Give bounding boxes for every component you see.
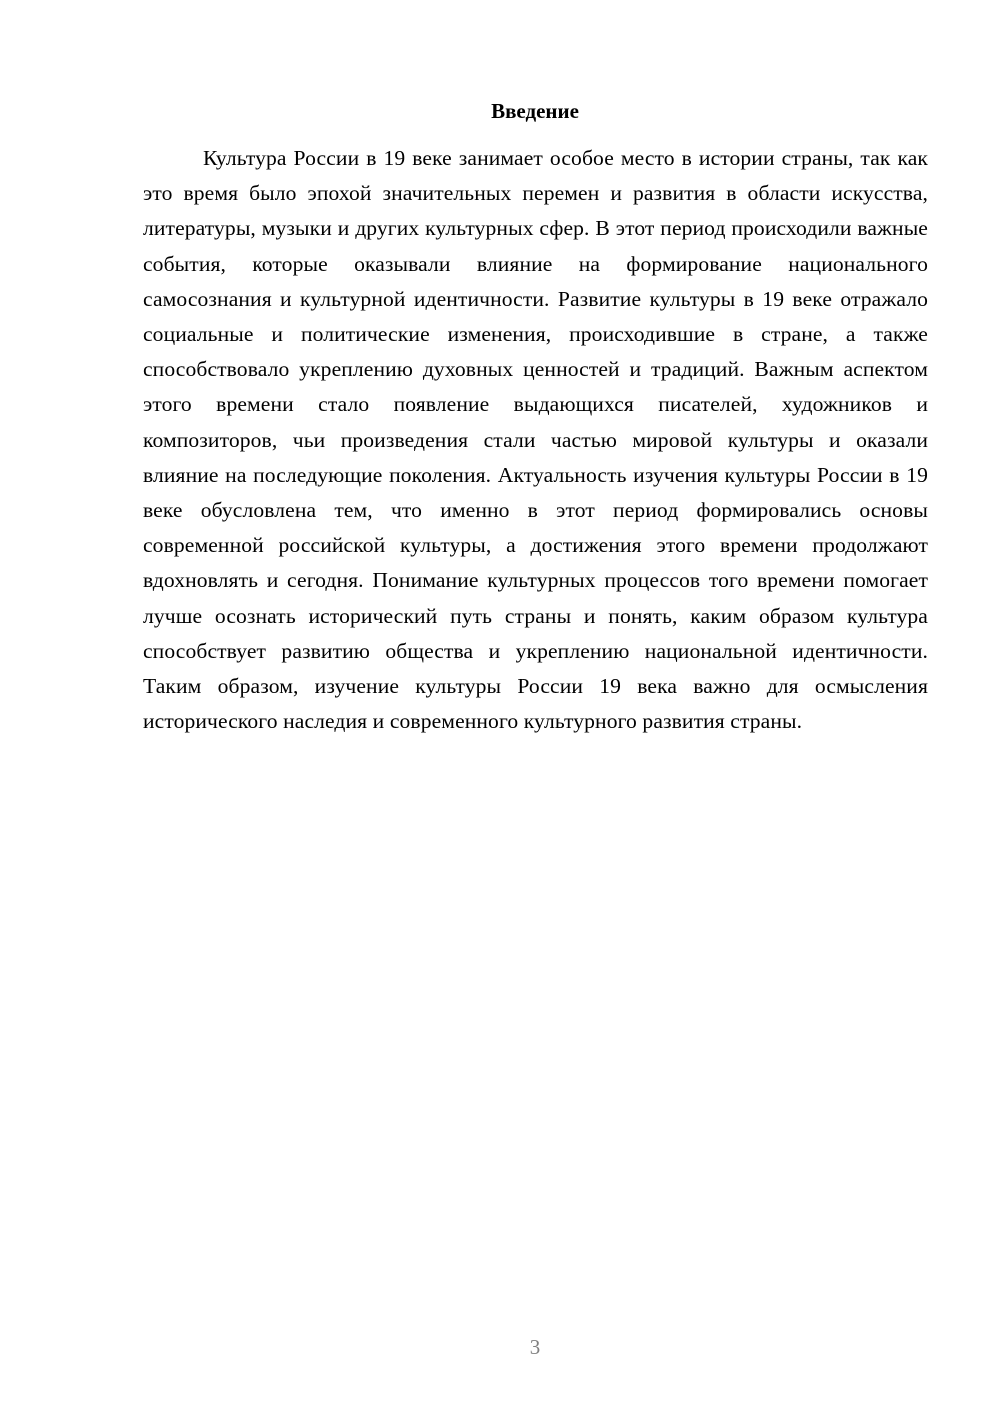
body-paragraph: Культура России в 19 веке занимает особое место в истории страны, так как это время было эпохой значительных перемен и развития в области искусства, литературы, музыки и других культурных сфер. В этот период происходили важные события, которые оказывали влияние на формирование национального самосознания и культурной идентичности. Развитие культуры в 19 веке отражало социальные и политические изменения, происходившие в стране, а также способствовало укреплению духовных ценностей и традиций. Важным аспектом этого времени стало появление выдающихся писателей, художников и композиторов, чьи произведения стали частью мировой культуры и оказали влияние на последующие поколения. Актуальность изучения культуры России в 19 веке обусловлена тем, что именно в этот период формировались основы современной российской культуры, а достижения этого времени продолжают вдохновлять и сегодня. Понимание культурных процессов того времени помогает лучше осознать исторический путь страны и понять, каким образом культура способствует развитию общества и укреплению национальной идентичности. Таким образом, изучение культуры России 19 века важно для осмысления исторического наследия и современного культурного развития страны. <box>143 146 928 734</box>
page-number: 3 <box>529 1335 541 1359</box>
page-title: Введение <box>491 99 579 123</box>
